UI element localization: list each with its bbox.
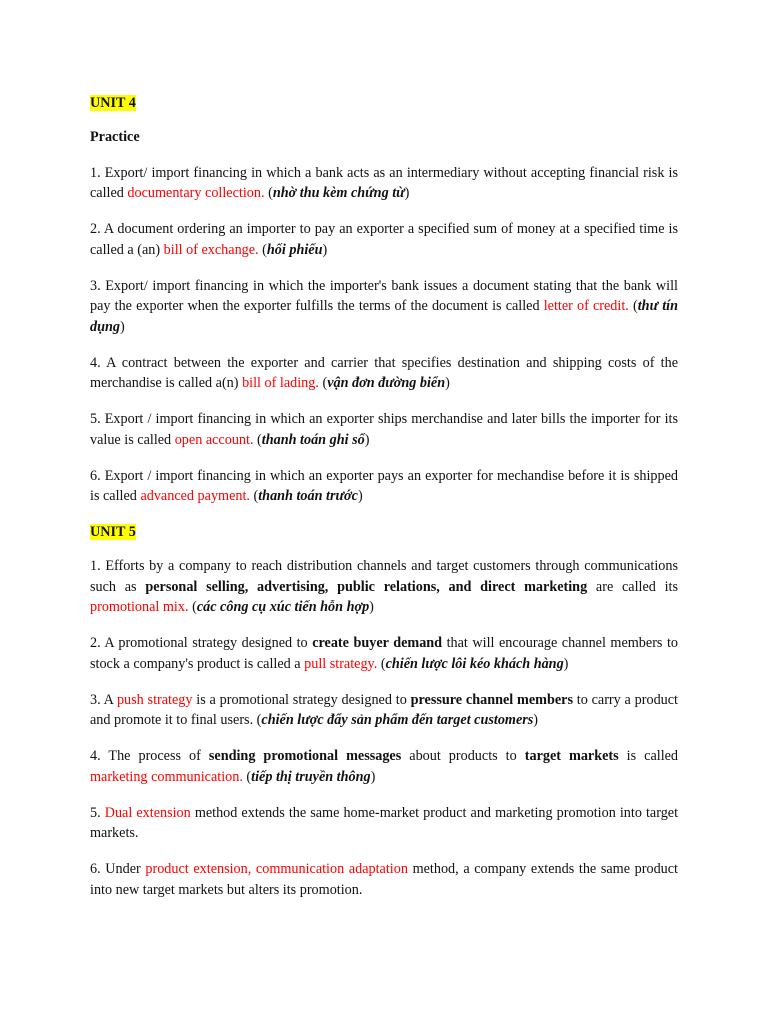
answer-text: push strategy bbox=[116, 691, 193, 708]
text-run: ( bbox=[253, 431, 262, 448]
unit5-item-2 bbox=[90, 633, 678, 674]
text-run: ( bbox=[318, 375, 328, 391]
text-run: ( bbox=[377, 655, 386, 672]
text-run: ( bbox=[258, 241, 267, 258]
vietnamese-translation: chiến lược lôi kéo khách hàng bbox=[385, 655, 564, 672]
answer-text: bill of exchange. bbox=[163, 241, 259, 258]
unit4-item-2 bbox=[90, 219, 678, 260]
text-run: 3. Export/ import financing in which the importer's bank issues a document stating that the bank will pay the exporter when the exporter fulfills the terms of the document is called bbox=[90, 277, 678, 314]
vietnamese-translation: hối phiếu bbox=[266, 241, 323, 258]
key-phrase: create buyer demand bbox=[312, 635, 443, 651]
text-run: about products to bbox=[401, 748, 525, 764]
text-run: 1. Efforts by a company to reach distribution channels and target customers through communications such as bbox=[90, 558, 678, 595]
answer-text: product extension, communication adaptation bbox=[145, 861, 408, 877]
unit4-item-1 bbox=[90, 163, 678, 204]
unit5-item-1 bbox=[90, 556, 678, 618]
vietnamese-translation: chiến lược đẩy sản phẩm đến target customers bbox=[261, 712, 534, 728]
text-run: ) bbox=[533, 712, 539, 728]
text-run: 2. A promotional strategy designed to bbox=[90, 635, 313, 651]
text-run: ) bbox=[445, 375, 450, 391]
unit-4-heading: UNIT 4 bbox=[90, 95, 136, 111]
text-run: ) bbox=[404, 185, 410, 201]
text-run: ) bbox=[357, 488, 363, 504]
text-run: ) bbox=[563, 655, 569, 672]
vietnamese-translation: các công cụ xúc tiến hỗn hợp bbox=[196, 599, 370, 615]
text-run: ( bbox=[188, 599, 197, 615]
text-run: ( bbox=[249, 488, 259, 504]
text-run: that will encourage channel members to stock a company's product is called a bbox=[90, 635, 678, 672]
text-run: ) bbox=[370, 768, 376, 785]
text-run: ) bbox=[119, 318, 125, 335]
text-run: are called its bbox=[587, 578, 679, 595]
unit4-item-3 bbox=[90, 276, 678, 338]
unit4-item-4 bbox=[90, 353, 678, 394]
text-run: is called bbox=[618, 748, 679, 764]
text-run: ( bbox=[242, 768, 252, 785]
unit5-item-5 bbox=[90, 803, 678, 844]
vietnamese-translation: thanh toán ghi sổ bbox=[261, 431, 365, 448]
vietnamese-translation: nhờ thu kèm chứng từ bbox=[272, 185, 405, 201]
unit5-item-6 bbox=[90, 859, 678, 900]
vietnamese-translation: vận đơn đường biển bbox=[327, 375, 446, 391]
text-run: ( bbox=[628, 298, 638, 314]
unit-5-heading: UNIT 5 bbox=[90, 524, 136, 540]
vietnamese-translation: thư tín dụng bbox=[90, 298, 678, 335]
key-phrase: personal selling, advertising, public relations, and direct marketing bbox=[145, 578, 588, 595]
unit5-item-4 bbox=[90, 746, 678, 787]
text-run: 4. The process of bbox=[90, 748, 209, 764]
unit4-item-6 bbox=[90, 466, 678, 507]
text-run: ( bbox=[264, 185, 273, 201]
text-run: to carry a product and promote it to final users. ( bbox=[90, 691, 678, 728]
answer-text: Dual extension bbox=[104, 804, 191, 821]
text-run: 4. A contract between the exporter and carrier that specifies destination and shipping costs of the merchandise is called a(n) bbox=[90, 354, 678, 391]
text-run: 5. bbox=[90, 804, 105, 821]
key-phrase: pressure channel members bbox=[410, 691, 573, 708]
text-run: ) bbox=[369, 599, 374, 615]
text-run: 5. Export / import financing in which an exporter ships merchandise and later bills the importer for its value is called bbox=[90, 411, 678, 448]
answer-text: pull strategy. bbox=[304, 655, 378, 672]
text-run: method extends the same home-market product and marketing promotion into target markets. bbox=[90, 804, 679, 841]
answer-text: letter of credit. bbox=[543, 298, 629, 314]
text-run: is a promotional strategy designed to bbox=[192, 691, 411, 708]
answer-text: promotional mix. bbox=[90, 599, 189, 615]
answer-text: bill of lading. bbox=[242, 375, 319, 391]
text-run: 6. Under bbox=[90, 861, 146, 877]
unit4-item-5 bbox=[90, 409, 678, 450]
text-run: 3. A bbox=[90, 691, 117, 708]
document-page bbox=[90, 93, 678, 916]
unit5-item-3 bbox=[90, 690, 678, 731]
text-run: 6. Export / import financing in which an exporter pays an exporter for mechandise before it is shipped is called bbox=[90, 467, 678, 504]
text-run: ) bbox=[364, 431, 370, 448]
answer-text: advanced payment. bbox=[140, 488, 250, 504]
key-phrase: target markets bbox=[524, 748, 619, 764]
text-run: 2. A document ordering an importer to pay an exporter a specified sum of money at a specified time is called a (an) bbox=[90, 221, 678, 258]
text-run: 1. Export/ import financing in which a bank acts as an intermediary without accepting financial risk is called bbox=[90, 164, 678, 201]
answer-text: documentary collection. bbox=[127, 185, 265, 201]
vietnamese-translation: tiếp thị truyền thông bbox=[251, 768, 371, 785]
text-run: ) bbox=[322, 241, 328, 258]
answer-text: open account. bbox=[174, 431, 254, 448]
practice-heading: Practice bbox=[90, 129, 140, 145]
key-phrase: sending promotional messages bbox=[208, 748, 402, 764]
vietnamese-translation: thanh toán trước bbox=[258, 488, 358, 504]
text-run: method, a company extends the same product into new target markets but alters its promotion. bbox=[90, 861, 678, 898]
answer-text: marketing communication. bbox=[90, 768, 243, 785]
